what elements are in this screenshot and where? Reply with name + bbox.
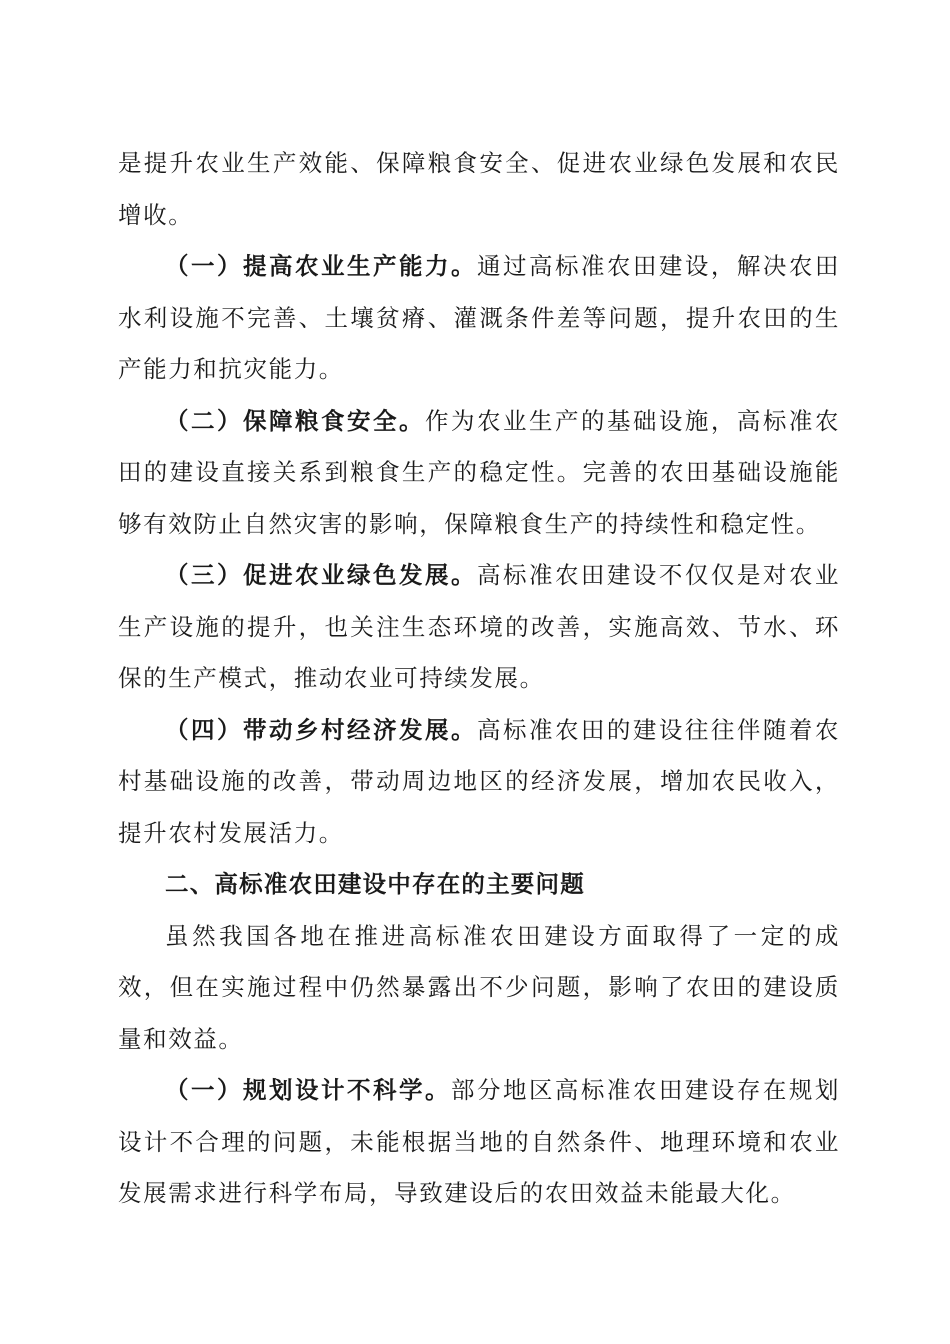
- significance-2-lead: （二）保障粮食安全。: [165, 406, 425, 435]
- significance-3-lead: （三）促进农业绿色发展。: [165, 561, 477, 589]
- significance-paragraph-3: [118, 550, 840, 705]
- significance-4-text: 高标准农田的建设往往伴随着农村基础设施的改善，带动周边地区的经济发展，增加农民收入，提升农村发展活力。: [118, 715, 840, 847]
- significance-3-text: 高标准农田建设不仅仅是对农业生产设施的提升，也关注生态环境的改善，实施高效、节水、环保的生产模式，推动农业可持续发展。: [118, 561, 840, 692]
- significance-paragraph-4: [118, 705, 840, 860]
- problem-paragraph-1: [118, 1065, 840, 1220]
- significance-paragraph-1: [118, 241, 840, 396]
- document-page: [118, 138, 840, 1220]
- section-2-intro: 虽然我国各地在推进高标准农田建设方面取得了一定的成效，但在实施过程中仍然暴露出不少问题，影响了农田的建设质量和效益。: [118, 921, 840, 1053]
- significance-1-text: 通过高标准农田建设，解决农田水利设施不完善、土壤贫瘠、灌溉条件差等问题，提升农田的生产能力和抗灾能力。: [118, 252, 840, 383]
- significance-1-lead: （一）提高农业生产能力。: [165, 252, 477, 280]
- significance-4-lead: （四）带动乡村经济发展。: [165, 715, 477, 744]
- intro-continuation: 是提升农业生产效能、保障粮食安全、促进农业绿色发展和农民增收。: [118, 149, 840, 229]
- section-2-heading: 二、高标准农田建设中存在的主要问题: [165, 870, 585, 898]
- problem-1-lead: （一）规划设计不科学。: [165, 1076, 451, 1104]
- significance-2-text: 作为农业生产的基础设施，高标准农田的建设直接关系到粮食生产的稳定性。完善的农田基础设施能够有效防止自然灾害的影响，保障粮食生产的持续性和稳定性。: [118, 406, 841, 538]
- problem-1-text: 部分地区高标准农田建设存在规划设计不合理的问题，未能根据当地的自然条件、地理环境和农业发展需求进行科学布局，导致建设后的农田效益未能最大化。: [118, 1076, 840, 1207]
- significance-paragraph-2: [118, 396, 840, 551]
